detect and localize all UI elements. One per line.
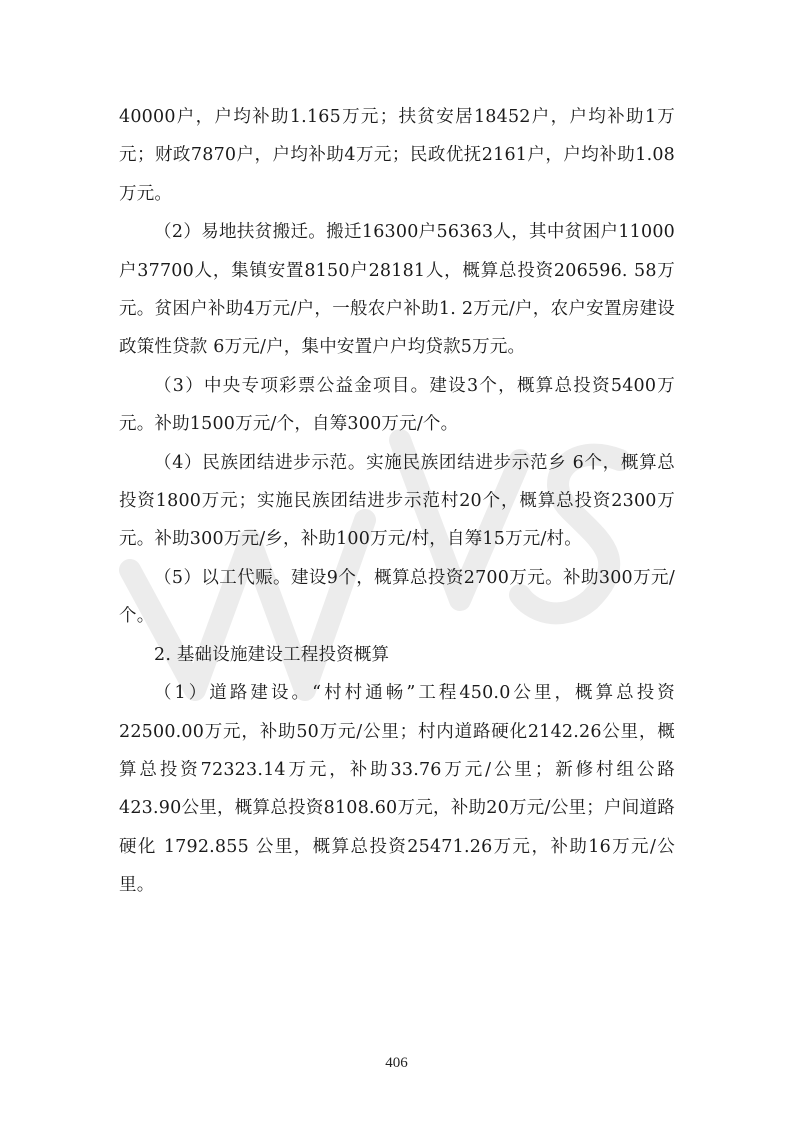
body-text (119, 98, 675, 905)
paragraph-lottery-fund: （3）中央专项彩票公益金项目。建设3个，概算总投资5400万元。补助1500万元/个，自筹300万元/个。 (119, 375, 675, 435)
section-heading-infrastructure: 2. 基础设施建设工程投资概算 (154, 644, 390, 665)
paragraph-housing-subsidy: 40000户，户均补助1.165万元；扶贫安居18452户，户均补助1万元；财政7870户，户均补助4万元；民政优抚2161户，户均补助1.08万元。 (119, 107, 675, 204)
paragraph-relocation: （2）易地扶贫搬迁。搬迁16300户56363人，其中贫困户11000户37700人，集镇安置8150户28181人，概算总投资206596. 58万元。贫困户补助4万元/户，一般农户补助1. 2万元/户，农户安置房建设政策性贷款 6万元/户，集中安置户户均贷款5万元。 (119, 222, 675, 358)
page-number: 406 (385, 1055, 408, 1071)
paragraph-work-relief: （5）以工代赈。建设9个，概算总投资2700万元。补助300万元/个。 (119, 567, 675, 627)
paragraph-ethnic-unity: （4）民族团结进步示范。实施民族团结进步示范乡 6个，概算总投资1800万元；实施民族团结进步示范村20个，概算总投资2300万元。补助300万元/乡，补助100万元/村，自筹15万元/村。 (119, 452, 675, 550)
paragraph-road-construction: （1）道路建设。“村村通畅”工程450.0公里，概算总投资22500.00万元，补助50万元/公里；村内道路硬化2142.26公里，概算总投资72323.14万元，补助33.76万元/公里；新修村组公路423.90公里，概算总投资8108.60万元，补助20万元/公里；户间道路硬化 1792.855 公里，概算总投资25471.26万元，补助16万元/公里。 (119, 683, 675, 896)
